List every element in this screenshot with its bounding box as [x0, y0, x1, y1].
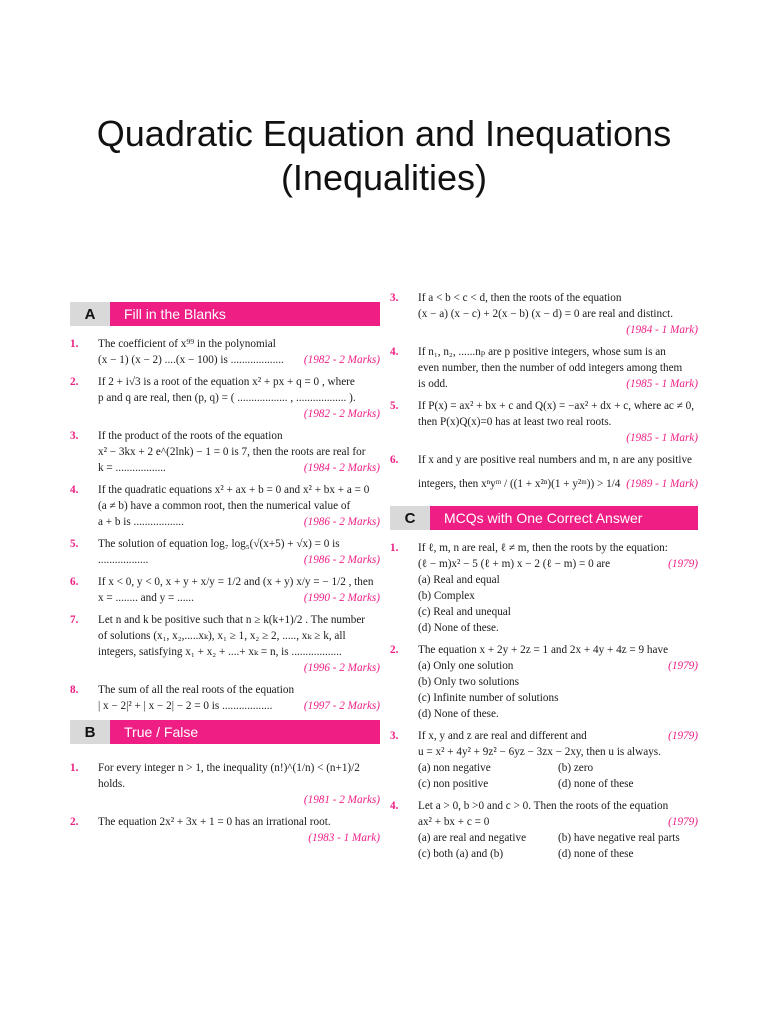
- question-c3: [390, 728, 698, 792]
- marks-label: (1996 - 2 Marks): [303, 662, 380, 674]
- question-text: ax² + bx + c = 0: [418, 816, 490, 828]
- question-text: u = x² + 4y² + 9z² − 6yz − 3zx − 2xy, then u is always.: [418, 746, 661, 758]
- section-b-header: [70, 720, 380, 744]
- question-text: If x and y are positive real numbers and m, n are any positive: [418, 454, 693, 466]
- marks-label: (1982 - 2 Marks): [303, 354, 380, 366]
- question-text: If the product of the roots of the equation: [98, 430, 283, 442]
- question-text: The coefficient of x⁹⁹ in the polynomial: [98, 338, 276, 350]
- question-text: If x, y and z are real and different and: [418, 730, 587, 742]
- marks-label: (1983 - 1 Mark): [308, 832, 380, 844]
- question-a8: [70, 682, 380, 714]
- question-text: a + b is ..................: [98, 516, 184, 528]
- section-title: Fill in the Blanks: [110, 302, 380, 326]
- question-text: The solution of equation log₇ log₅(√(x+5) + √x) = 0 is: [98, 538, 340, 550]
- option: (d) none of these: [558, 778, 634, 790]
- question-a3: [70, 428, 380, 476]
- right-column: [390, 290, 698, 868]
- marks-label: (1990 - 2 Marks): [303, 592, 380, 604]
- question-text: Let a > 0, b >0 and c > 0. Then the roots of the equation: [418, 800, 669, 812]
- question-number: 1.: [70, 762, 79, 774]
- marks-label: (1984 - 2 Marks): [303, 462, 380, 474]
- option: (d) None of these.: [418, 622, 499, 634]
- question-text: integers, satisfying x₁ + x₂ + ....+ xₖ = n, is ..................: [98, 646, 342, 658]
- question-b4: [390, 344, 698, 392]
- marks-label: (1982 - 2 Marks): [303, 408, 380, 420]
- question-b5: [390, 398, 698, 446]
- question-text: If 2 + i√3 is a root of the equation x² + px + q = 0 , where: [98, 376, 355, 388]
- question-text: If P(x) = ax² + bx + c and Q(x) = −ax² + dx + c, where ac ≠ 0,: [418, 400, 695, 412]
- section-letter: C: [390, 506, 430, 530]
- question-text: p and q are real, then (p, q) = ( .................. , .................. ).: [98, 392, 356, 404]
- question-text: If a < b < c < d, then the roots of the equation: [418, 292, 622, 304]
- question-number: 3.: [390, 730, 399, 742]
- question-text: (x − 1) (x − 2) ....(x − 100) is ...................: [98, 354, 284, 366]
- question-number: 3.: [390, 292, 399, 304]
- option: (b) Only two solutions: [418, 676, 519, 688]
- marks-label: (1979): [668, 558, 698, 570]
- question-number: 4.: [70, 484, 79, 496]
- question-number: 2.: [70, 376, 79, 388]
- section-letter: B: [70, 720, 110, 744]
- question-text: integers, then xⁿyᵐ / ((1 + x²ⁿ)(1 + y²ᵐ)) > 1/4: [418, 478, 621, 490]
- question-b2: [70, 814, 380, 846]
- question-text: If ℓ, m, n are real, ℓ ≠ m, then the roots by the equation:: [418, 542, 668, 554]
- marks-label: (1984 - 1 Mark): [626, 324, 698, 336]
- question-a6: [70, 574, 380, 606]
- question-number: 2.: [70, 816, 79, 828]
- question-text: If x < 0, y < 0, x + y + x/y = 1/2 and (x + y) x/y = − 1/2 , then: [98, 576, 374, 588]
- question-c1: [390, 540, 698, 636]
- question-text: x² − 3kx + 2 e^(2lnk) − 1 = 0 is 7, then the roots are real for: [98, 446, 366, 458]
- marks-label: (1989 - 1 Mark): [626, 478, 698, 490]
- question-text: (ℓ − m)x² − 5 (ℓ + m) x − 2 (ℓ − m) = 0 are: [418, 558, 611, 570]
- option: (d) none of these: [558, 848, 634, 860]
- option: (b) zero: [558, 762, 594, 774]
- marks-label: (1981 - 2 Marks): [303, 794, 380, 806]
- marks-label: (1979): [668, 730, 698, 742]
- option: (c) non positive: [418, 778, 489, 790]
- question-text: For every integer n > 1, the inequality (n!)^(1/n) < (n+1)/2 holds.: [98, 762, 360, 790]
- option: (c) Real and unequal: [418, 606, 511, 618]
- question-text: The equation 2x² + 3x + 1 = 0 has an irrational root.: [98, 816, 331, 828]
- marks-label: (1997 - 2 Marks): [303, 700, 380, 712]
- question-number: 7.: [70, 614, 79, 626]
- question-c4: [390, 798, 698, 862]
- question-text: x = ........ and y = ......: [98, 592, 194, 604]
- section-letter: A: [70, 302, 110, 326]
- question-text: k = ..................: [98, 462, 166, 474]
- section-c-header: [390, 506, 698, 530]
- question-a1: [70, 336, 380, 368]
- page-title: [0, 112, 768, 200]
- question-number: 5.: [70, 538, 79, 550]
- question-text: of solutions (x₁, x₂,.....xₖ), x₁ ≥ 1, x₂ ≥ 2, ....., xₖ ≥ k, all: [98, 630, 346, 642]
- question-number: 4.: [390, 800, 399, 812]
- option: (a) are real and negative: [418, 832, 527, 844]
- marks-label: (1985 - 1 Mark): [626, 432, 698, 444]
- question-number: 3.: [70, 430, 79, 442]
- question-a5: [70, 536, 380, 568]
- question-text: is odd.: [418, 378, 448, 390]
- option: (a) non negative: [418, 762, 491, 774]
- question-number: 1.: [390, 542, 399, 554]
- question-text: If n₁, n₂, ......nₚ are p positive integers, whose sum is an: [418, 346, 666, 358]
- question-text: Let n and k be positive such that n ≥ k(k+1)/2 . The number: [98, 614, 366, 626]
- marks-label: (1979): [668, 660, 698, 672]
- question-text: then P(x)Q(x)=0 has at least two real roots.: [418, 416, 612, 428]
- question-a2: [70, 374, 380, 422]
- section-a-header: [70, 302, 380, 326]
- question-number: 6.: [70, 576, 79, 588]
- option: (c) Infinite number of solutions: [418, 692, 559, 704]
- question-text: ..................: [98, 554, 149, 566]
- section-title: MCQs with One Correct Answer: [430, 506, 698, 530]
- marks-label: (1979): [668, 816, 698, 828]
- title-line-2: (Inequalities): [280, 157, 488, 198]
- question-b1: [70, 760, 380, 808]
- question-number: 4.: [390, 346, 399, 358]
- option: (b) have negative real parts: [558, 832, 680, 844]
- option: (a) Real and equal: [418, 574, 500, 586]
- option: (d) None of these.: [418, 708, 499, 720]
- question-b6: [390, 452, 698, 492]
- question-number: 5.: [390, 400, 399, 412]
- marks-label: (1986 - 2 Marks): [303, 554, 380, 566]
- question-text: | x − 2|² + | x − 2| − 2 = 0 is ..................: [98, 700, 273, 712]
- question-a4: [70, 482, 380, 530]
- question-number: 1.: [70, 338, 79, 350]
- marks-label: (1986 - 2 Marks): [303, 516, 380, 528]
- question-text: The equation x + 2y + 2z = 1 and 2x + 4y + 4z = 9 have: [418, 644, 669, 656]
- option: (b) Complex: [418, 590, 475, 602]
- question-text: If the quadratic equations x² + ax + b = 0 and x² + bx + a = 0: [98, 484, 370, 496]
- question-b3: [390, 290, 698, 338]
- option: (a) Only one solution: [418, 660, 514, 672]
- question-text: (a ≠ b) have a common root, then the numerical value of: [98, 500, 351, 512]
- question-number: 2.: [390, 644, 399, 656]
- question-text: (x − a) (x − c) + 2(x − b) (x − d) = 0 are real and distinct.: [418, 308, 673, 320]
- question-text: even number, then the number of odd integers among them: [418, 362, 683, 374]
- marks-label: (1985 - 1 Mark): [626, 378, 698, 390]
- question-a7: [70, 612, 380, 676]
- question-text: The sum of all the real roots of the equation: [98, 684, 295, 696]
- question-number: 6.: [390, 454, 399, 466]
- question-number: 8.: [70, 684, 79, 696]
- title-line-1: Quadratic Equation and Inequations: [96, 113, 672, 154]
- question-c2: [390, 642, 698, 722]
- left-column: [70, 300, 380, 852]
- option: (c) both (a) and (b): [418, 848, 504, 860]
- section-title: True / False: [110, 720, 380, 744]
